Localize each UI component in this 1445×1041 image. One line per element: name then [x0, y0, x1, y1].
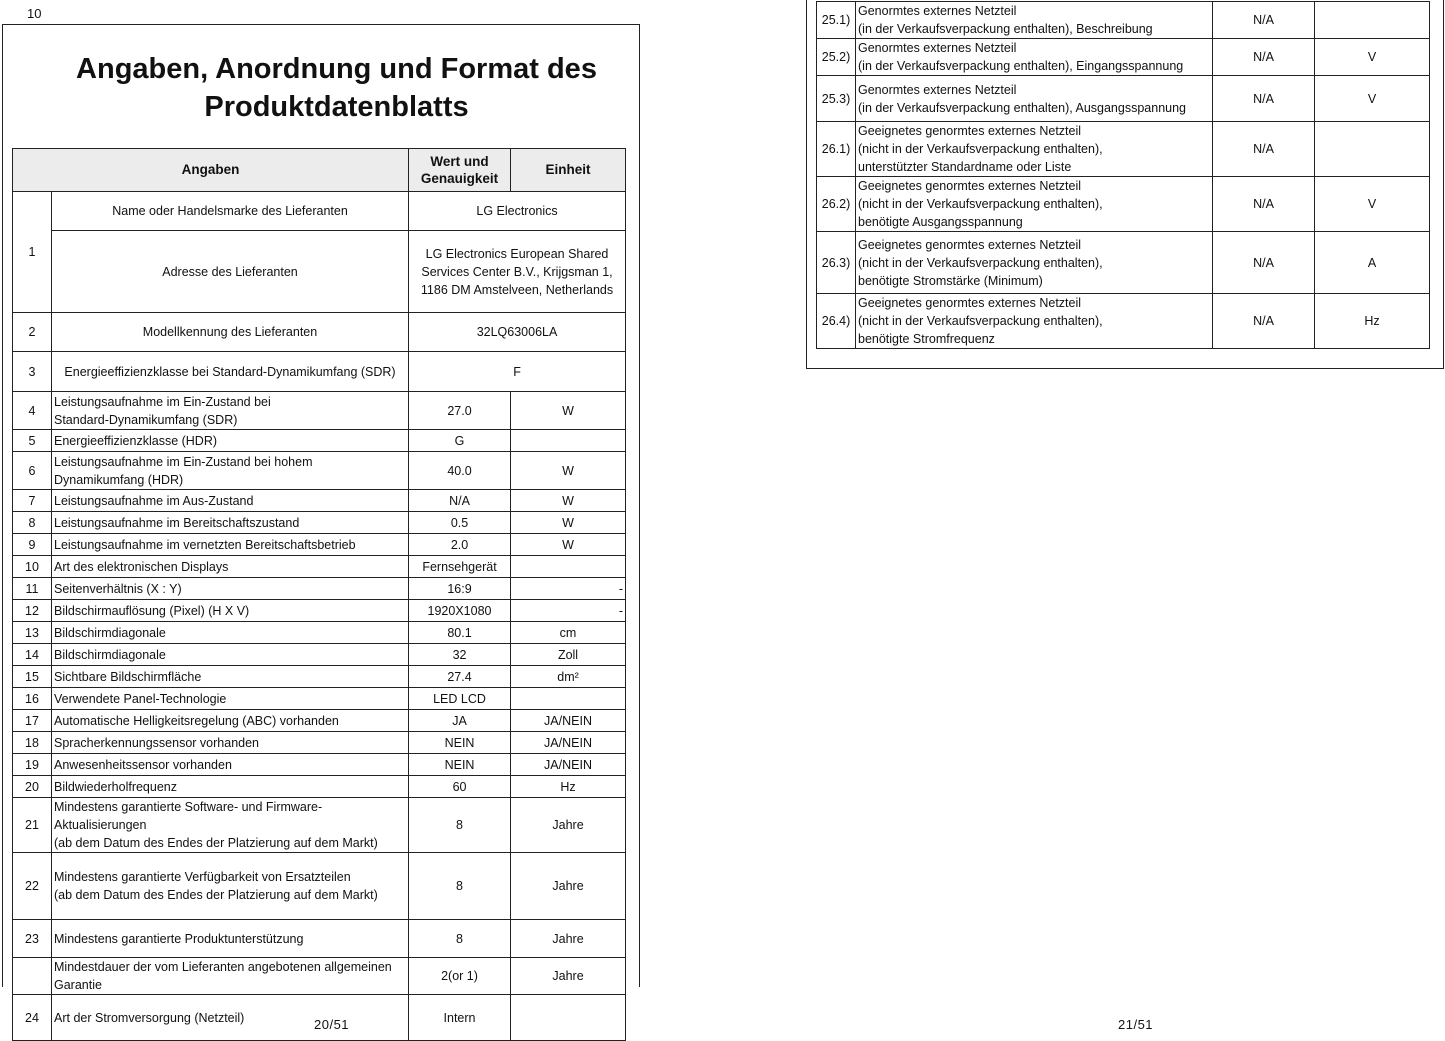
table-row	[13, 798, 626, 853]
table-row	[13, 452, 626, 490]
row-unit: cm	[511, 622, 626, 644]
row-number: 24	[13, 995, 52, 1041]
row-number: 26.3)	[817, 232, 856, 294]
row-unit: V	[1315, 76, 1430, 122]
header-einheit: Einheit	[511, 149, 626, 192]
row-number: 16	[13, 688, 52, 710]
title-line-2: Produktdatenblatts	[204, 91, 469, 123]
table-row	[13, 430, 626, 452]
row-label: Leistungsaufnahme im Aus-Zustand	[52, 490, 409, 512]
row-label: Spracherkennungssensor vorhanden	[52, 732, 409, 754]
title-line-1: Angaben, Anordnung und Format des	[76, 53, 597, 85]
row-unit: A	[1315, 232, 1430, 294]
row-value: Fernsehgerät	[409, 556, 511, 578]
table-row	[13, 688, 626, 710]
row-value: N/A	[1213, 39, 1315, 76]
row-number: 19	[13, 754, 52, 776]
table-row	[817, 232, 1430, 294]
document-title	[40, 50, 633, 126]
row-number: 26.1)	[817, 122, 856, 177]
table-row	[13, 231, 626, 313]
row-value: LED LCD	[409, 688, 511, 710]
row-number: 3	[13, 352, 52, 392]
table-row	[13, 732, 626, 754]
row-value: 32LQ63006LA	[409, 313, 626, 352]
row-unit	[1315, 2, 1430, 39]
page-top-number: 10	[27, 6, 42, 21]
row-unit: Jahre	[511, 958, 626, 995]
row-unit: V	[1315, 39, 1430, 76]
row-label: Mindestens garantierte Verfügbarkeit von Ersatzteilen (ab dem Datum des Endes der Platzierung auf dem Markt)	[52, 853, 409, 920]
row-number: 25.3)	[817, 76, 856, 122]
row-unit	[511, 556, 626, 578]
row-value: JA	[409, 710, 511, 732]
table-row	[13, 600, 626, 622]
row-unit: JA/NEIN	[511, 710, 626, 732]
row-value: 8	[409, 853, 511, 920]
row-label: Mindestdauer der vom Lieferanten angebotenen allgemeinen Garantie	[52, 958, 409, 995]
row-value: N/A	[409, 490, 511, 512]
row-value: 2(or 1)	[409, 958, 511, 995]
row-label: Leistungsaufnahme im Ein-Zustand bei Standard-Dynamikumfang (SDR)	[52, 392, 409, 430]
row-value: 27.4	[409, 666, 511, 688]
table-row	[817, 76, 1430, 122]
row-value: 27.0	[409, 392, 511, 430]
row-label: Geeignetes genormtes externes Netzteil (nicht in der Verkaufsverpackung enthalten), benötigte Stromstärke (Minimum)	[856, 232, 1213, 294]
table-row	[817, 2, 1430, 39]
row-value: N/A	[1213, 232, 1315, 294]
row-label: Energieeffizienzklasse (HDR)	[52, 430, 409, 452]
row-label: Mindestens garantierte Produktunterstützung	[52, 920, 409, 958]
row-number: 6	[13, 452, 52, 490]
row-label: Geeignetes genormtes externes Netzteil (nicht in der Verkaufsverpackung enthalten), benötigte Ausgangsspannung	[856, 177, 1213, 232]
row-value: N/A	[1213, 122, 1315, 177]
row-value: 80.1	[409, 622, 511, 644]
row-number: 23	[13, 920, 52, 958]
row-label: Automatische Helligkeitsregelung (ABC) vorhanden	[52, 710, 409, 732]
row-label: Geeignetes genormtes externes Netzteil (nicht in der Verkaufsverpackung enthalten), unterstützter Standardname oder Liste	[856, 122, 1213, 177]
table-header-row	[13, 149, 626, 192]
row-unit: -	[511, 600, 626, 622]
row-label: Sichtbare Bildschirmfläche	[52, 666, 409, 688]
row-number: 20	[13, 776, 52, 798]
row-label: Bildschirmdiagonale	[52, 644, 409, 666]
row-value: NEIN	[409, 732, 511, 754]
row-number: 10	[13, 556, 52, 578]
table-row	[13, 622, 626, 644]
row-unit: W	[511, 512, 626, 534]
table-row	[13, 578, 626, 600]
row-unit	[511, 995, 626, 1041]
table-row	[13, 512, 626, 534]
row-number: 12	[13, 600, 52, 622]
table-row	[13, 666, 626, 688]
table-row	[817, 122, 1430, 177]
row-unit: Hz	[1315, 294, 1430, 349]
row-label: Geeignetes genormtes externes Netzteil (nicht in der Verkaufsverpackung enthalten), benötigte Stromfrequenz	[856, 294, 1213, 349]
row-value: 8	[409, 798, 511, 853]
table-row	[13, 958, 626, 995]
table-row	[13, 192, 626, 231]
row-unit: W	[511, 452, 626, 490]
row-label: Modellkennung des Lieferanten	[52, 313, 409, 352]
row-value: 0.5	[409, 512, 511, 534]
row-number: 21	[13, 798, 52, 853]
row-unit: Jahre	[511, 920, 626, 958]
row-label: Leistungsaufnahme im vernetzten Bereitschaftsbetrieb	[52, 534, 409, 556]
row-label: Art des elektronischen Displays	[52, 556, 409, 578]
row-label: Leistungsaufnahme im Ein-Zustand bei hohem Dynamikumfang (HDR)	[52, 452, 409, 490]
row-value: N/A	[1213, 177, 1315, 232]
row-number	[13, 958, 52, 995]
row-label: Art der Stromversorgung (Netzteil)	[52, 995, 409, 1041]
row-label: Genormtes externes Netzteil (in der Verkaufsverpackung enthalten), Eingangsspannung	[856, 39, 1213, 76]
row-label: Name oder Handelsmarke des Lieferanten	[52, 192, 409, 231]
table-row	[817, 294, 1430, 349]
row-number: 17	[13, 710, 52, 732]
row-label: Leistungsaufnahme im Bereitschaftszustand	[52, 512, 409, 534]
row-number: 25.2)	[817, 39, 856, 76]
row-label: Verwendete Panel-Technologie	[52, 688, 409, 710]
row-value: LG Electronics	[409, 192, 626, 231]
header-wert: Wert und Genauigkeit	[409, 149, 511, 192]
row-value: 32	[409, 644, 511, 666]
row-label: Bildwiederholfrequenz	[52, 776, 409, 798]
product-datasheet-table	[12, 148, 626, 1041]
row-number: 25.1)	[817, 2, 856, 39]
row-unit: W	[511, 534, 626, 556]
row-unit: Hz	[511, 776, 626, 798]
row-number: 1	[13, 192, 52, 313]
row-value: 2.0	[409, 534, 511, 556]
row-number: 9	[13, 534, 52, 556]
row-number: 5	[13, 430, 52, 452]
table-row	[817, 39, 1430, 76]
row-unit: W	[511, 392, 626, 430]
row-unit: W	[511, 490, 626, 512]
row-value: N/A	[1213, 76, 1315, 122]
row-value: Intern	[409, 995, 511, 1041]
row-unit	[511, 688, 626, 710]
row-number: 18	[13, 732, 52, 754]
table-row	[13, 853, 626, 920]
table-row	[13, 490, 626, 512]
row-label: Genormtes externes Netzteil (in der Verkaufsverpackung enthalten), Ausgangsspannung	[856, 76, 1213, 122]
table-row	[817, 177, 1430, 232]
row-label: Seitenverhältnis (X : Y)	[52, 578, 409, 600]
power-supply-table	[816, 1, 1430, 349]
row-value: 60	[409, 776, 511, 798]
header-angaben: Angaben	[13, 149, 409, 192]
table-row	[13, 392, 626, 430]
row-label: Genormtes externes Netzteil (in der Verkaufsverpackung enthalten), Beschreibung	[856, 2, 1213, 39]
row-value: N/A	[1213, 294, 1315, 349]
row-unit	[1315, 122, 1430, 177]
table-row	[13, 556, 626, 578]
row-number: 14	[13, 644, 52, 666]
row-number: 2	[13, 313, 52, 352]
row-number: 8	[13, 512, 52, 534]
table-row	[13, 313, 626, 352]
table-row	[13, 920, 626, 958]
row-unit: Zoll	[511, 644, 626, 666]
row-value: LG Electronics European Shared Services Center B.V., Krijgsman 1, 1186 DM Amstelveen, Netherlands	[409, 231, 626, 313]
row-label: Energieeffizienzklasse bei Standard-Dynamikumfang (SDR)	[52, 352, 409, 392]
row-unit: JA/NEIN	[511, 732, 626, 754]
row-unit: Jahre	[511, 853, 626, 920]
row-unit: JA/NEIN	[511, 754, 626, 776]
table-row	[13, 710, 626, 732]
row-label: Mindestens garantierte Software- und Firmware-Aktualisierungen (ab dem Datum des Endes der Platzierung auf dem Markt)	[52, 798, 409, 853]
row-value: G	[409, 430, 511, 452]
row-unit	[511, 430, 626, 452]
row-label: Anwesenheitssensor vorhanden	[52, 754, 409, 776]
table-row	[13, 644, 626, 666]
row-value: N/A	[1213, 2, 1315, 39]
row-number: 26.2)	[817, 177, 856, 232]
page-number-right: 21/51	[1118, 1017, 1154, 1032]
row-unit: Jahre	[511, 798, 626, 853]
row-value: 8	[409, 920, 511, 958]
table-row	[13, 352, 626, 392]
row-number: 13	[13, 622, 52, 644]
row-unit: -	[511, 578, 626, 600]
row-number: 11	[13, 578, 52, 600]
row-value: 16:9	[409, 578, 511, 600]
row-value: F	[409, 352, 626, 392]
row-number: 22	[13, 853, 52, 920]
row-label: Bildschirmdiagonale	[52, 622, 409, 644]
page-number-left: 20/51	[314, 1017, 350, 1032]
table-row	[13, 776, 626, 798]
row-unit: V	[1315, 177, 1430, 232]
row-number: 15	[13, 666, 52, 688]
table-row	[13, 534, 626, 556]
row-value: NEIN	[409, 754, 511, 776]
row-label: Adresse des Lieferanten	[52, 231, 409, 313]
row-number: 4	[13, 392, 52, 430]
row-unit: dm²	[511, 666, 626, 688]
table-row	[13, 754, 626, 776]
row-number: 7	[13, 490, 52, 512]
row-label: Bildschirmauflösung (Pixel) (H X V)	[52, 600, 409, 622]
row-value: 1920X1080	[409, 600, 511, 622]
row-value: 40.0	[409, 452, 511, 490]
row-number: 26.4)	[817, 294, 856, 349]
